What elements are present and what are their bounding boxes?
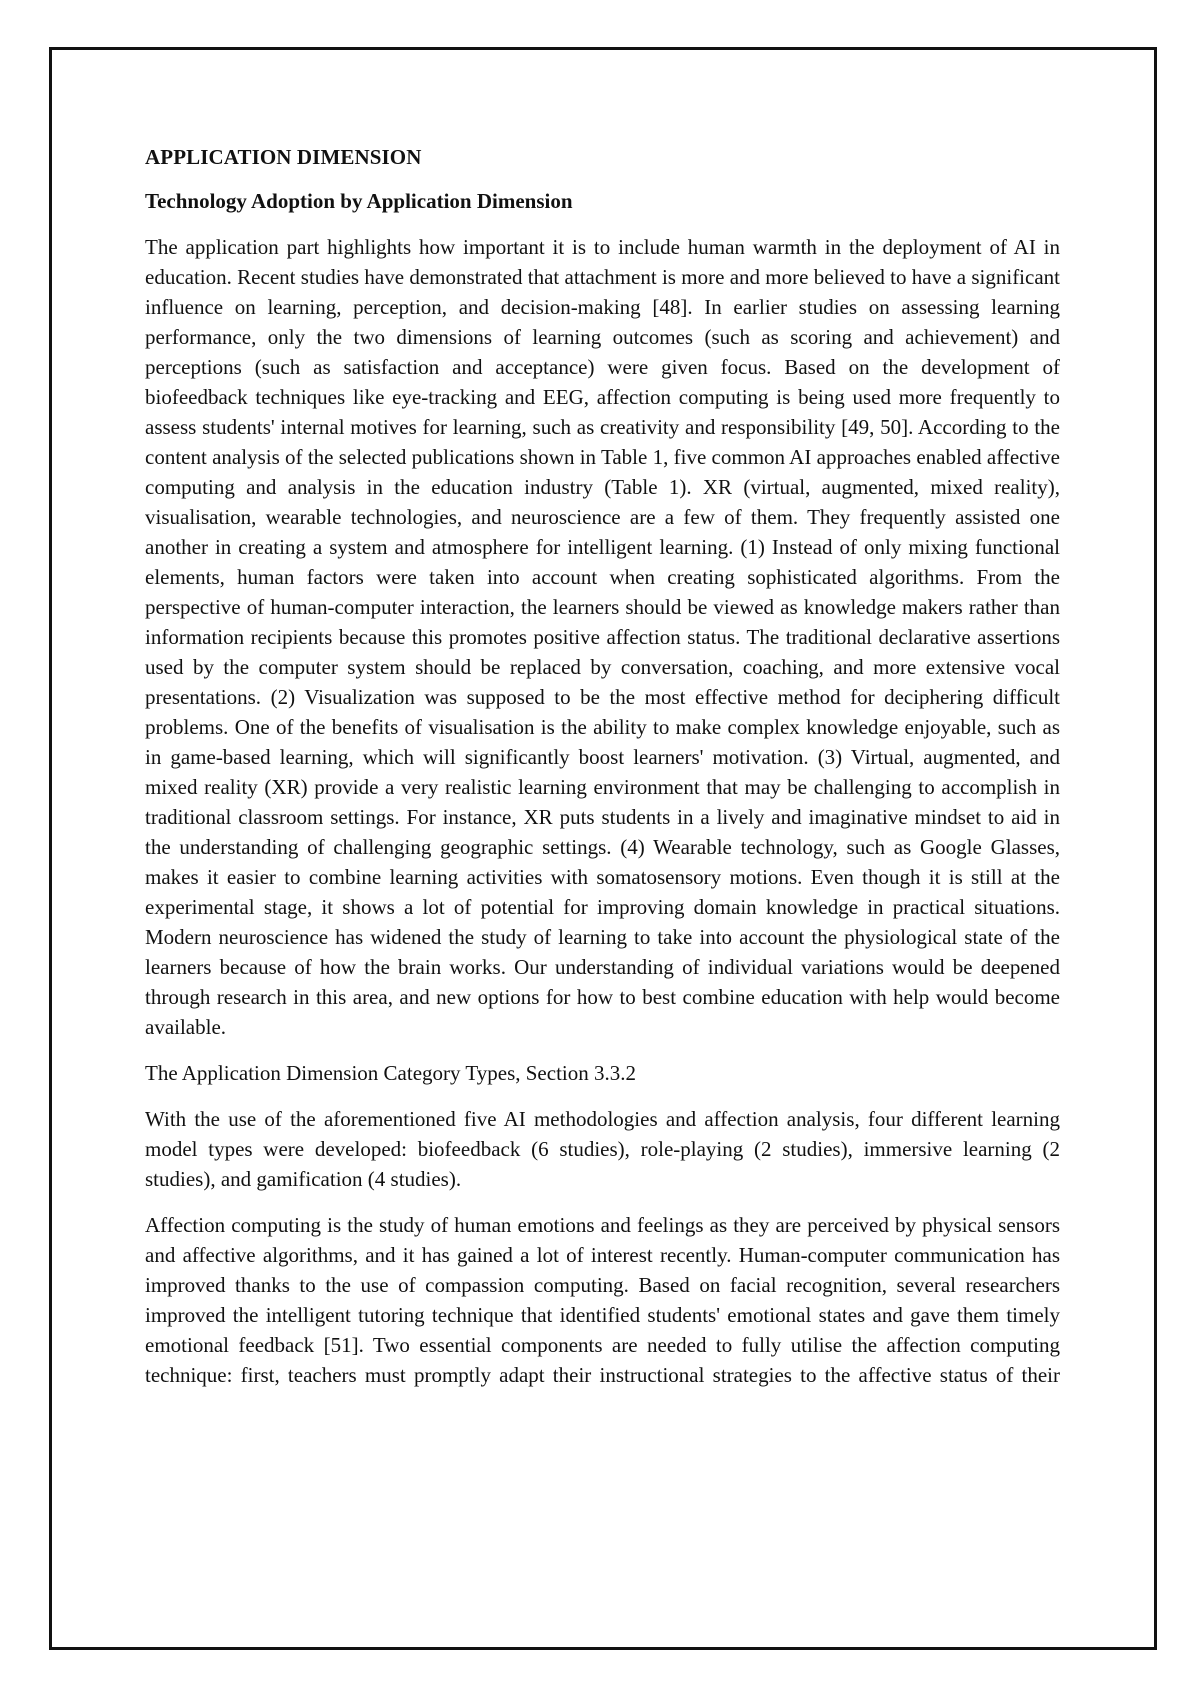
paragraph-affection-computing: Affection computing is the study of human emotions and feelings as they are perceived by physical sensors and affective algorithms, and it has gained a lot of interest recently. Human-computer communication has improved thanks to the use of compassion computing. Based on facial recognition, several researchers improved the intelligent tutoring technique that identified students' emotional states and gave them timely emotional feedback [51]. Two essential components are needed to fully utilise the affection computing technique: first, teachers must promptly adapt their instructional strategies to the affective status of their — [145, 1213, 1060, 1387]
category-types-line: The Application Dimension Category Types, Section 3.3.2 — [145, 1061, 636, 1085]
subsection-title: Technology Adoption by Application Dimension — [145, 189, 573, 213]
paragraph-learning-models: With the use of the aforementioned five AI methodologies and affection analysis, four different learning model types were developed: biofeedback (6 studies), role-playing (2 studies), immersive learning (2 studies), and gamification (4 studies). — [145, 1107, 1060, 1191]
paragraph-application-overview: The application part highlights how important it is to include human warmth in the deployment of AI in education. Recent studies have demonstrated that attachment is more and more believed to have a significant influence on learning, perception, and decision-making [48]. In earlier studies on assessing learning performance, only the two dimensions of learning outcomes (such as scoring and achievement) and perceptions (such as satisfaction and acceptance) were given focus. Based on the development of biofeedback techniques like eye-tracking and EEG, affection computing is being used more frequently to assess students' internal motives for learning, such as creativity and responsibility [49, 50]. According to the content analysis of the selected publications shown in Table 1, five common AI approaches enabled affective computing and analysis in the education industry (Table 1). XR (virtual, augmented, mixed reality), visualisation, wearable technologies, and neuroscience are a few of them. They frequently assisted one another in creating a system and atmosphere for intelligent learning. (1) Instead of only mixing functional elements, human factors were taken into account when creating sophisticated algorithms. From the perspective of human-computer interaction, the learners should be viewed as knowledge makers rather than information recipients because this promotes positive affection status. The traditional declarative assertions used by the computer system should be replaced by conversation, coaching, and more extensive vocal presentations. (2) Visualization was supposed to be the most effective method for deciphering difficult problems. One of the benefits of visualisation is the ability to make complex knowledge enjoyable, such as in game-based learning, which will significantly boost learners' motivation. (3) Virtual, augmented, and mixed reality (XR) provide a very realistic learning environment that may be challenging to accomplish in traditional classroom settings. For instance, XR puts students in a lively and imaginative mindset to aid in the understanding of challenging geographic settings. (4) Wearable technology, such as Google Glasses, makes it easier to combine learning activities with somatosensory motions. Even though it is still at the experimental stage, it shows a lot of potential for improving domain knowledge in practical situations. Modern neuroscience has widened the study of learning to take into account the physiological state of the learners because of how the brain works. Our understanding of individual variations would be deepened through research in this area, and new options for how to best combine education with help would become available. — [145, 235, 1060, 1039]
document-body — [145, 142, 1060, 1406]
section-title: APPLICATION DIMENSION — [145, 145, 422, 169]
